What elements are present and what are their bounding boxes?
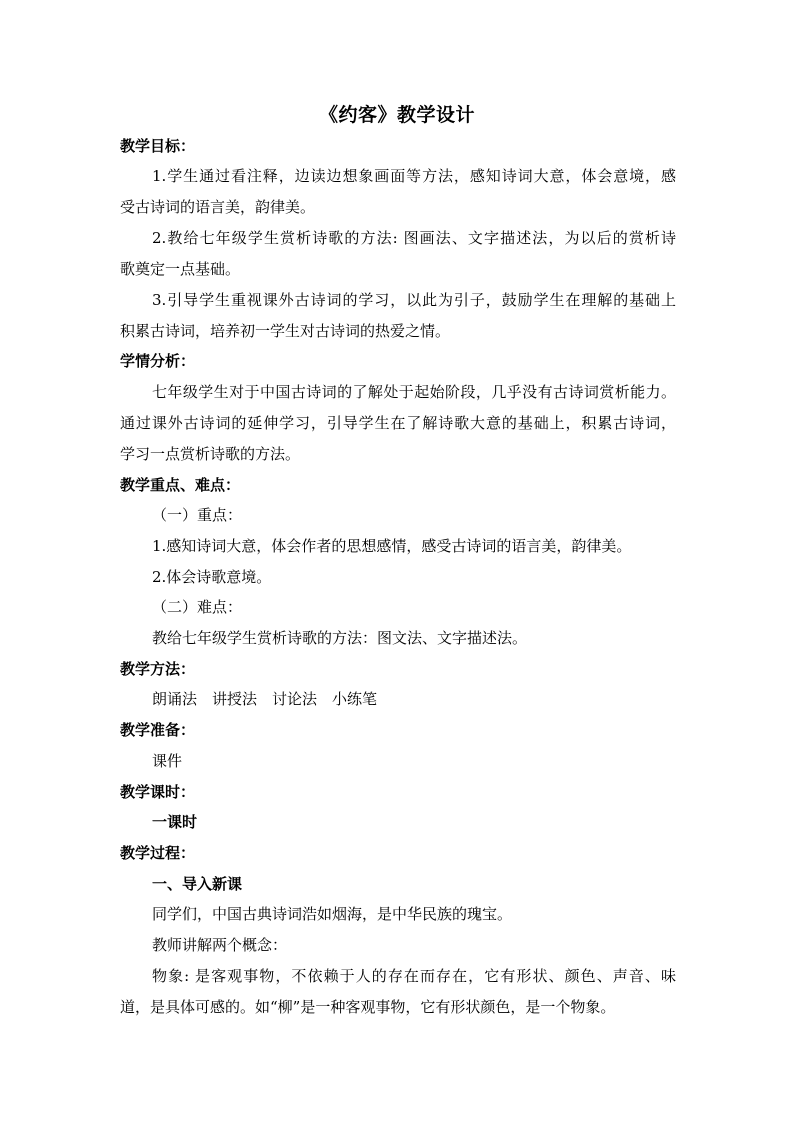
prep-heading: 教学准备： [120, 721, 196, 739]
hours-heading: 教学课时： [120, 783, 196, 801]
key-sub2: （二）难点： [152, 598, 243, 616]
goal2-line2: 歌奠定一点基础。 [120, 260, 241, 278]
goals-heading: 教学目标： [120, 137, 196, 155]
key-item3: 教给七年级学生赏析诗歌的方法：图文法、文字描述法。 [152, 629, 528, 647]
key-item1: 1.感知诗词大意，体会作者的思想感情，感受古诗词的语言美，韵律美。 [152, 537, 632, 555]
analysis-heading: 学情分析： [120, 352, 196, 370]
key-sub1: （一）重点： [152, 506, 243, 524]
process-sub1: 一、导入新课 [152, 875, 243, 893]
hours-line: 一课时 [152, 813, 198, 831]
process-heading: 教学过程： [120, 844, 196, 862]
key-heading: 教学重点、难点： [120, 476, 241, 494]
page-title: 《约客》教学设计 [318, 104, 475, 126]
goal2-line1: 2.教给七年级学生赏析诗歌的方法: 图画法、文字描述法，为以后的赏析诗 [152, 229, 676, 247]
prep-line: 课件 [152, 752, 183, 770]
goal1-line1: 1.学生通过看注释，边读边想象画面等方法，感知诗词大意，体会意境，感 [152, 167, 676, 185]
methods-heading: 教学方法： [120, 660, 196, 678]
analysis-line1: 七年级学生对于中国古诗词的了解处于起始阶段，几乎没有古诗词赏析能力。 [152, 383, 676, 401]
analysis-line2: 通过课外古诗词的延伸学习，引导学生在了解诗歌大意的基础上，积累古诗词， [120, 414, 676, 432]
key-item2: 2.体会诗歌意境。 [152, 568, 272, 586]
process-p2: 教师讲解两个概念： [152, 936, 288, 954]
process-p3-line1: 物象: 是客观事物，不依赖于人的存在而存在，它有形状、颜色、声音、味 [152, 967, 676, 985]
process-p3-line2: 道，是具体可感的。如“柳”是一种客观事物，它有形状颜色，是一个物象。 [120, 998, 616, 1016]
goal3-line1: 3.引导学生重视课外古诗词的学习，以此为引子，鼓励学生在理解的基础上 [152, 291, 676, 309]
process-p1: 同学们，中国古典诗词浩如烟海，是中华民族的瑰宝。 [152, 905, 513, 923]
analysis-line3: 学习一点赏析诗歌的方法。 [120, 445, 301, 463]
methods-line: 朗诵法 讲授法 讨论法 小练笔 [152, 690, 378, 708]
goal3-line2: 积累古诗词，培养初一学生对古诗词的热爱之情。 [120, 322, 451, 340]
goal1-line2: 受古诗词的语言美，韵律美。 [120, 198, 316, 216]
